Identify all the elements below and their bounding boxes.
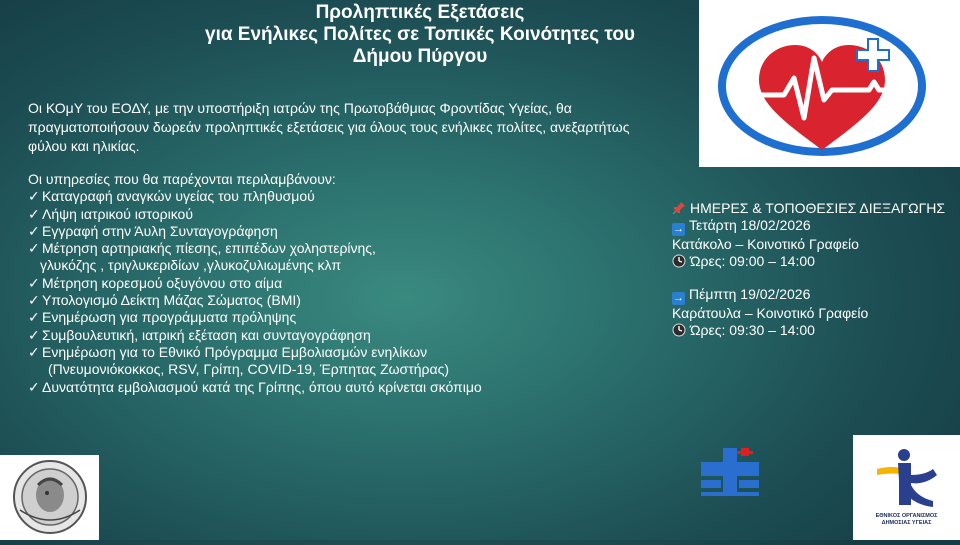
clock-icon xyxy=(672,323,686,337)
event-date: → Τετάρτη 18/02/2026 xyxy=(673,216,811,235)
title-line-3: Δήμου Πύργου xyxy=(352,46,488,67)
arrow-right-icon: → xyxy=(673,222,684,235)
check-icon: ✓ xyxy=(28,205,40,222)
services-heading: Οι υπηρεσίες που θα παρέχονται περιλαμβάνουν: xyxy=(28,171,336,187)
list-item: ✓ Ενημέρωση για προγράμματα πρόληψης xyxy=(28,309,297,326)
eody-text-line-1: ΕΘΝΙΚΟΣ ΟΡΓΑΝΙΣΜΟΣ xyxy=(875,513,938,519)
event-hours: Ώρες: 09:00 – 14:00 xyxy=(672,253,960,270)
eody-mark-icon xyxy=(853,435,960,513)
list-item: ✓ Δυνατότητα εμβολιασμού κατά της Γρίπης, όπου αυτό κρίνεται σκόπιμο xyxy=(28,378,482,395)
clock-icon xyxy=(672,254,686,268)
event-location: Κατάκολο – Κοινοτικό Γραφείο xyxy=(672,235,859,252)
check-icon: ✓ xyxy=(28,326,40,343)
pyrgos-seal-logo xyxy=(0,455,99,540)
event-date: → Πέμπτη 19/02/2026 xyxy=(673,286,811,305)
check-icon: ✓ xyxy=(28,274,40,291)
list-item-continuation: γλυκόζης , τριγλυκεριδίων ,γλυκοζυλιωμένης κλπ xyxy=(40,257,342,274)
eody-logo xyxy=(853,435,960,540)
event-location: Καράτουλα – Κοινοτικό Γραφείο xyxy=(672,305,869,322)
heart-icon xyxy=(699,0,960,167)
list-item: ✓ Ενημέρωση για το Εθνικό Πρόγραμμα Εμβολιασμών ενηλίκων xyxy=(28,343,428,360)
pushpin-icon xyxy=(672,201,686,215)
health-cross-logo xyxy=(695,446,775,502)
list-item-continuation: (Πνευμονιόκοκκος, RSV, Γρίπη, COVID-19, Έρπητας Ζωστήρας) xyxy=(48,361,449,378)
title-line-1: Προληπτικές Εξετάσεις xyxy=(315,2,525,23)
list-item: ✓ Καταγραφή αναγκών υγείας του πληθυσμού xyxy=(28,188,315,205)
schedule-heading: ΗΜΕΡΕΣ & ΤΟΠΟΘΕΣΙΕΣ ΔΙΕΞΑΓΩΓΗΣ xyxy=(672,200,960,217)
check-icon: ✓ xyxy=(28,309,40,326)
list-item: ✓ Μέτρηση κορεσμού οξυγόνου στο αίμα xyxy=(28,274,283,291)
check-icon: ✓ xyxy=(28,343,40,360)
check-icon: ✓ xyxy=(28,222,40,239)
list-item: ✓ Εγγραφή στην Άυλη Συνταγογράφηση xyxy=(28,222,278,239)
services-list xyxy=(28,171,648,396)
schedule-panel xyxy=(672,200,960,339)
check-icon: ✓ xyxy=(28,292,40,309)
title-line-2: για Ενήλικες Πολίτες σε Τοπικές Κοινότητες του xyxy=(205,24,635,45)
list-item: ✓ Συμβουλευτική, ιατρική εξέταση και συνταγογράφηση xyxy=(28,326,371,343)
arrow-right-icon: → xyxy=(673,292,684,305)
check-icon: ✓ xyxy=(28,188,40,205)
check-icon: ✓ xyxy=(28,378,40,395)
intro-paragraph: Οι ΚΟμΥ του ΕΟΔΥ, με την υποστήριξη ιατρών της Πρωτοβάθμιας Φροντίδας Υγείας, θα πραγματοποιήσουν δωρεάν προληπτικές εξετάσεις για όλους τους ενήλικες πολίτες, ανεξαρτήτως φύλου και ηλικίας. xyxy=(28,100,630,154)
medical-cross-icon xyxy=(695,446,775,502)
list-item: ✓ Υπολογισμό Δείκτη Μάζας Σώματος (BMI) xyxy=(28,292,301,309)
list-item: ✓ Λήψη ιατρικού ιστορικού xyxy=(28,205,193,222)
event-hours: Ώρες: 09:30 – 14:00 xyxy=(672,322,960,339)
eody-text-line-2: ΔΗΜΟΣΙΑΣ ΥΓΕΙΑΣ xyxy=(881,520,932,526)
seal-icon xyxy=(0,455,99,540)
list-item: ✓ Μέτρηση αρτηριακής πίεσης, επιπέδων χοληστερίνης, xyxy=(28,240,376,257)
check-icon: ✓ xyxy=(28,240,40,257)
page-title xyxy=(120,2,720,68)
heart-health-logo xyxy=(699,0,960,167)
